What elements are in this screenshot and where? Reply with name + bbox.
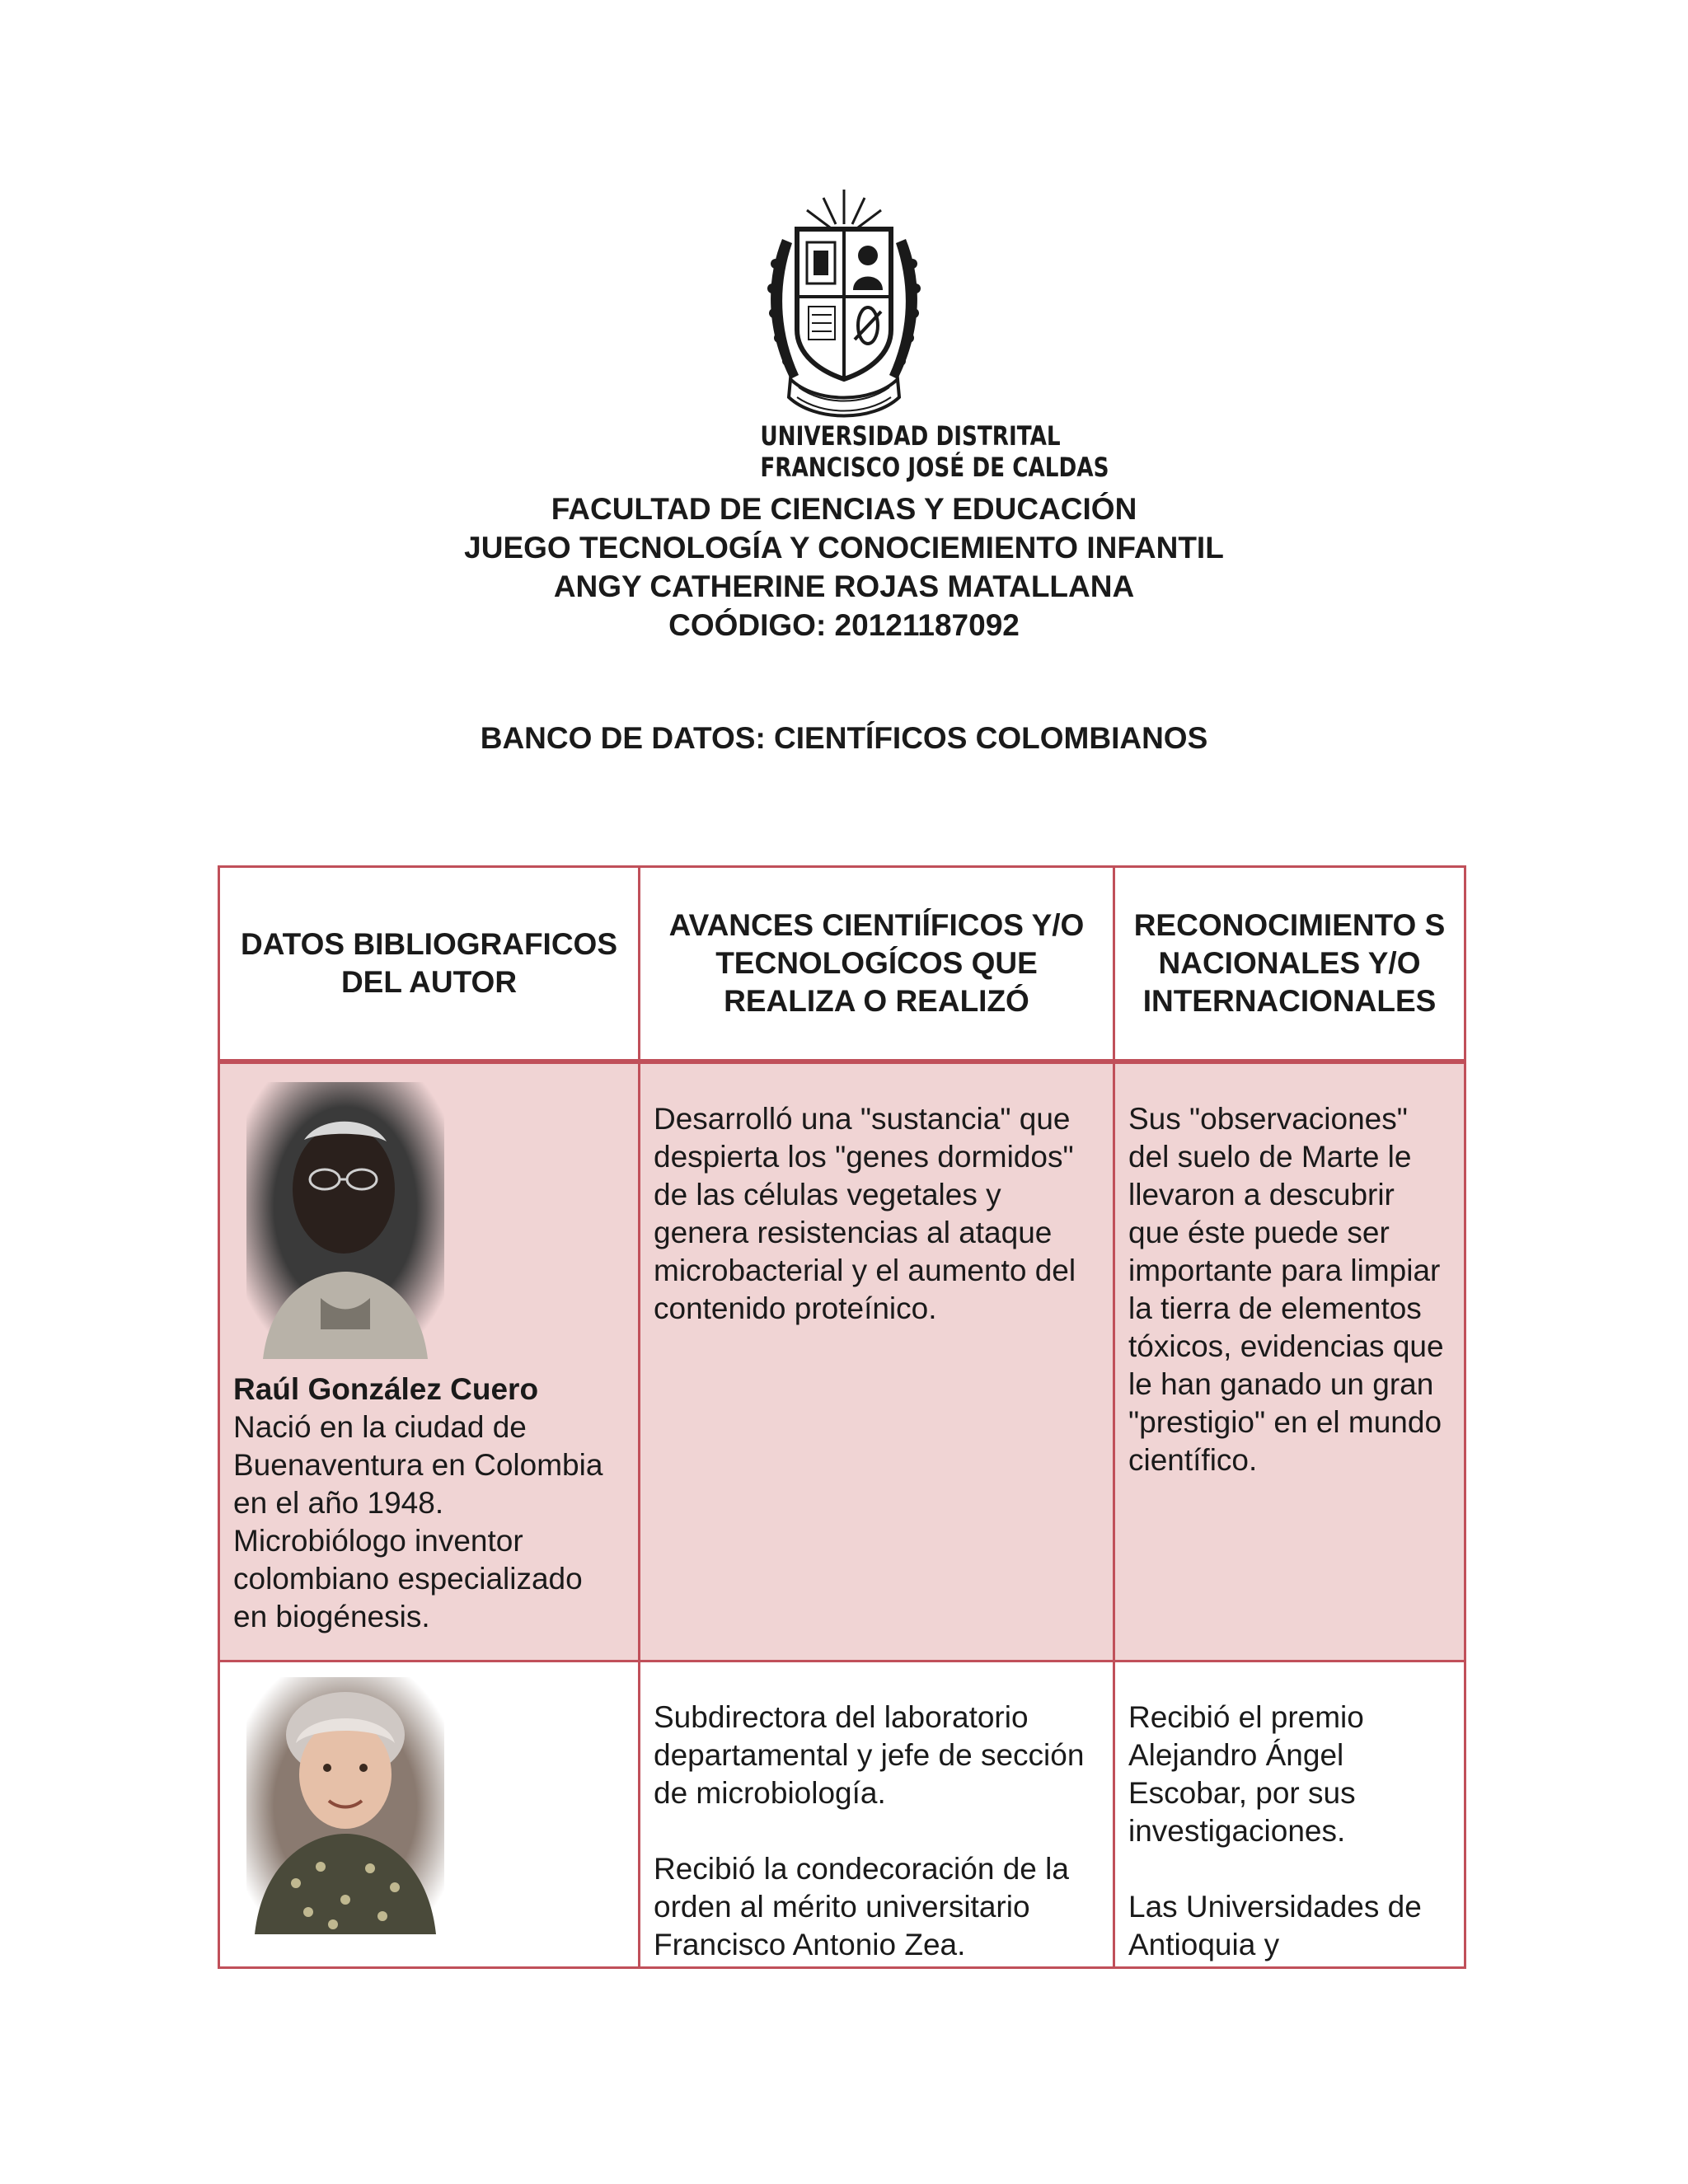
logo-line-1: UNIVERSIDAD DISTRITAL xyxy=(760,420,1061,452)
author-cell xyxy=(219,1661,640,1968)
portrait-photo-icon xyxy=(246,1677,444,1934)
university-seal-icon xyxy=(757,190,931,420)
document-title: BANCO DE DATOS: CIENTÍFICOS COLOMBIANOS xyxy=(480,721,1208,755)
advances-text: Recibió la condecoración de la orden al mérito universitario Francisco Antonio Zea. xyxy=(654,1852,1069,1961)
table-row xyxy=(219,1661,1465,1968)
author-bio: Nació en la ciudad de Buenaventura en Colombia en el año 1948. Microbiólogo inventor colombiano especializado en biogénesis. xyxy=(233,1409,603,1633)
recognitions-cell xyxy=(1114,1661,1465,1968)
course-name: JUEGO TECNOLOGÍA Y CONOCIEMIENTO INFANTIL xyxy=(464,531,1224,565)
student-code: COÓDIGO: 20121187092 xyxy=(668,608,1020,642)
portrait-photo-icon xyxy=(246,1082,444,1359)
student-name: ANGY CATHERINE ROJAS MATALLANA xyxy=(553,569,1135,603)
advances-text: Desarrolló una "sustancia" que despierta los "genes dormidos" de las células vegetales y genera resistencias al ataque microbacterial y el aumento del contenido proteínico. xyxy=(654,1101,1076,1325)
document-header xyxy=(0,490,1688,644)
author-cell xyxy=(219,1062,640,1661)
advances-text: Subdirectora del laboratorio departamental y jefe de sección de microbiología. xyxy=(654,1700,1085,1810)
university-logo xyxy=(742,190,1109,486)
table-header-row xyxy=(219,867,1465,1062)
advances-cell xyxy=(640,1062,1114,1661)
column-header: AVANCES CIENTIÍFICOS Y/O TECNOLOGÍCOS QUE REALIZA O REALIZÓ xyxy=(640,867,1114,1062)
column-header: RECONOCIMIENTO S NACIONALES Y/O INTERNACIONALES xyxy=(1114,867,1465,1062)
advances-cell xyxy=(640,1661,1114,1968)
table-row xyxy=(219,1062,1465,1661)
recognitions-text: Las Universidades de Antioquia y xyxy=(1128,1890,1422,1961)
recognitions-cell xyxy=(1114,1062,1465,1661)
faculty-name: FACULTAD DE CIENCIAS Y EDUCACIÓN xyxy=(551,492,1137,526)
recognitions-text: Recibió el premio Alejandro Ángel Escobar, por sus investigaciones. xyxy=(1128,1700,1364,1848)
scientists-table xyxy=(218,865,1466,1969)
logo-line-2: FRANCISCO JOSÉ DE CALDAS xyxy=(760,452,1109,483)
column-header: DATOS BIBLIOGRAFICOS DEL AUTOR xyxy=(219,867,640,1062)
author-name: Raúl González Cuero xyxy=(233,1371,539,1406)
recognitions-text: Sus "observaciones" del suelo de Marte le llevaron a descubrir que éste puede ser importante para limpiar la tierra de elementos tóxicos, evidencias que le han ganado un gran "prestigio" en el mundo científico. xyxy=(1128,1101,1444,1477)
